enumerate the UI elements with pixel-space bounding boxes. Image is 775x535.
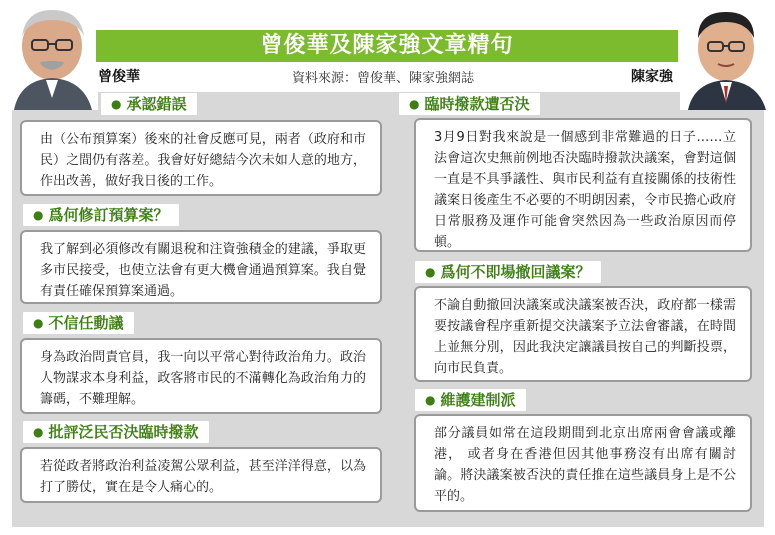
bullet-icon: ● [33, 208, 44, 222]
left-quote-3: 身為政治問責官員，我一向以平常心對待政治角力。政治人物謀求本身利益，政客將市民的不滿轉化為政治角力的籌碼，不難理解。 [20, 338, 382, 414]
left-heading-4 [22, 420, 210, 444]
left-heading-3 [22, 311, 135, 335]
bullet-icon: ● [111, 97, 122, 111]
left-quote-4: 若從政者將政治利益凌駕公眾利益，甚至洋洋得意，以為打了勝仗，實在是令人痛心的。 [20, 447, 382, 503]
right-heading-1 [398, 92, 541, 116]
right-quote-2: 不論自動撤回決議案或決議案被否決，政府都一樣需要按議會程序重新提交決議案予立法會審議，在時間上並無分別，因此我決定讓議員按自己的判斷投票，向市民負責。 [414, 286, 752, 382]
bullet-icon: ● [425, 265, 436, 279]
left-heading-2 [22, 203, 180, 227]
heading-text: 不信任動議 [48, 314, 124, 332]
page-title: 曾俊華及陳家強文章精句 [96, 30, 678, 62]
right-quote-3: 部分議員如常在這段期間到北京出席兩會會議或離港， 或者身在香港但因其他事務沒有出席有關討論。將決議案被否決的責任推在這些議員身上是不公平的。 [414, 414, 752, 512]
heading-text: 臨時撥款遭否決 [424, 95, 530, 113]
right-quote-1: 3月9日對我來說是一個感到非常難過的日子……立法會這次史無前例地否決臨時撥款決議案，會對這個一直是不具爭議性、與市民利益有直接關係的技術性議案日後產生不必要的不明朗因素，令市民擔心政府日常服務及運作可能會突然因為一些政治原因而停頓。 [414, 118, 752, 252]
heading-text: 爲何不即場撤回議案？ [440, 263, 591, 281]
source-note: 資料來源：曾俊華、陳家強網誌 [292, 71, 475, 86]
right-heading-2 [414, 260, 602, 284]
bullet-icon: ● [33, 425, 44, 439]
heading-text: 承認錯誤 [126, 95, 187, 113]
heading-text: 批評泛民否決臨時撥款 [48, 423, 199, 441]
right-person-name: 陳家強 [631, 69, 673, 85]
heading-text: 爲何修訂預算案？ [48, 206, 169, 224]
left-person-name: 曾俊華 [98, 69, 140, 85]
right-heading-3 [414, 388, 527, 412]
bullet-icon: ● [425, 393, 436, 407]
bullet-icon: ● [409, 97, 420, 111]
left-heading-1 [100, 92, 198, 116]
bullet-icon: ● [33, 316, 44, 330]
right-portrait [680, 6, 772, 110]
left-quote-2: 我了解到必須修改有關退稅和注資強積金的建議，爭取更多市民接受，也使立法會有更大機會通過預算案。我自覺有責任確保預算案通過。 [20, 230, 382, 304]
left-portrait [6, 6, 98, 110]
heading-text: 維護建制派 [440, 391, 516, 409]
left-quote-1: 由（公布預算案）後來的社會反應可見，兩者（政府和市民）之間仍有落差。我會好好總結今次未如人意的地方，作出改善，做好我日後的工作。 [20, 120, 382, 196]
